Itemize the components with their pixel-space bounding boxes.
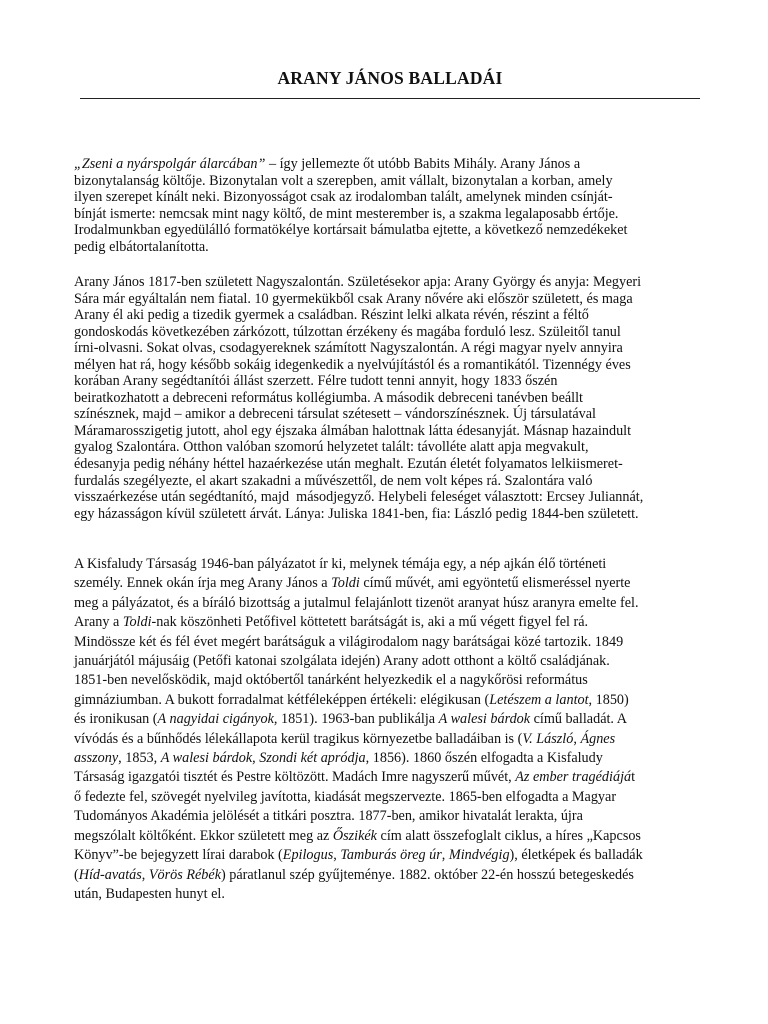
- text-run: ,: [441, 847, 449, 864]
- text-run: ,: [333, 847, 341, 864]
- italic-text-run: Mindvégig: [448, 847, 510, 864]
- text-run: Arany János 1817-ben született Nagyszalontán. Születésekor apja: Arany György és anyja: Megyeri: [74, 274, 642, 290]
- title-rule: [80, 98, 700, 99]
- text-run: bizonytalanság költője. Bizonytalan volt a szerepben, amit vállalt, bizonytalan a korban, amely: [74, 172, 613, 189]
- text-run: – így jellemezte őt utóbb Babits Mihály. Arany János a: [265, 156, 581, 172]
- italic-text-run: V. László: [522, 730, 574, 747]
- text-line: [74, 173, 702, 190]
- text-run: (: [74, 866, 79, 883]
- text-line: [74, 307, 702, 324]
- text-line: [74, 749, 702, 768]
- text-run: visszaérkezése után segédtanító, majd másodjegyző. Helybeli feleséget választott: Ercsey Juliannát,: [74, 489, 644, 506]
- text-line: [74, 768, 702, 787]
- text-run: ,: [252, 750, 260, 767]
- text-line: [74, 439, 702, 456]
- text-run: Társaság igazgatói tisztét és Pestre költözött. Madách Imre nagyszerű művét,: [74, 769, 516, 786]
- italic-text-run: asszony: [74, 750, 119, 767]
- paragraph-career: [74, 555, 702, 904]
- italic-text-run: Szondi két apródja: [259, 750, 366, 767]
- text-run: 1851-ben nevelősködik, majd októbertől tanárként helyezkedik el a nagykőrösi református: [74, 672, 588, 689]
- italic-text-run: Az ember tragédiájá: [515, 769, 632, 786]
- text-line: [74, 390, 702, 407]
- text-line: [74, 291, 702, 308]
- italic-text-run: Ágnes: [580, 730, 616, 747]
- text-run: beiratkozhatott a debreceni református kollégiumba. A második debreceni tanévben beállt: [74, 389, 583, 406]
- text-run: megszólalt költőként. Ekkor született meg az: [74, 827, 333, 844]
- text-line: [74, 730, 702, 749]
- text-line: [74, 827, 702, 846]
- text-run: , 1853,: [118, 750, 161, 767]
- text-line: [74, 555, 702, 574]
- text-run: januárjától májusáig (Petőfi katonai szolgálata idején) Arany adott otthont a költő családjának.: [74, 653, 610, 670]
- text-run: Máramarosszigetig jutott, ahol egy éjszaka álmában halottnak látta édesanyját. Másnap hazaindult: [74, 422, 632, 439]
- text-run: gimnáziumban. A bukott forradalmat kétféleképpen értékeli: elégikusan (: [74, 691, 490, 708]
- text-line: [74, 691, 702, 710]
- text-line: [74, 489, 702, 506]
- text-line: [74, 885, 702, 904]
- text-run: Irodalmunkban egyedülálló formatökélye kortársait bámulatba ejtette, a következő nemzedékeket: [74, 222, 628, 239]
- text-run: írni-olvasni. Sokat olvas, csodagyereknek számított Nagyszalontán. A régi magyar nyelv annyira: [74, 340, 623, 357]
- text-line: [74, 156, 702, 173]
- text-run: ilyen szerepet kínált neki. Bizonyosságot csak az irodalomban talált, amelynek minden csínját-: [74, 189, 613, 206]
- text-run: -nak köszönheti Petőfivel köttetett barátságát is, aki a mű végett figyel fel rá.: [151, 614, 589, 631]
- text-run: meg a pályázatot, és a bíráló bizottság a jutalmul felajánlott tizenöt aranyat húsz aranyra emelte fel.: [74, 594, 639, 611]
- text-run: A Kisfaludy Társaság 1946-ban pályázatot ír ki, melynek témája egy, a nép ajkán élő történeti: [74, 556, 607, 572]
- text-line: [74, 340, 702, 357]
- text-run: t: [631, 769, 636, 786]
- text-line: [74, 324, 702, 341]
- text-line: [74, 473, 702, 490]
- text-line: [74, 866, 702, 885]
- text-run: furdalás szegélyezte, el akart szakadni a művészettől, de nem volt képes rá. Szalontára való: [74, 472, 593, 489]
- text-line: [74, 807, 702, 826]
- text-run: vívódás és a bűnhődés lélekállapota kerül tragikus környezetbe balladáiban is (: [74, 730, 523, 747]
- text-run: Mindössze két és fél évet megért barátságuk a világirodalom nagy barátságai közé tartozik. 1849: [74, 633, 624, 650]
- text-line: [74, 456, 702, 473]
- italic-text-run: A nagyidai cigányok: [157, 711, 274, 728]
- italic-text-run: Őszikék: [332, 827, 377, 844]
- text-run: című balladát. A: [530, 711, 627, 728]
- text-run: gondoskodás következében zárkózott, túlzottan érzékeny és magába forduló lesz. Szüleitől tanul: [74, 323, 621, 340]
- text-line: [74, 506, 702, 523]
- text-run: Tudományos Akadémia jelölését a titkári posztra. 1877-ben, amikor hivatalát lerakta, újra: [74, 808, 583, 825]
- text-line: [74, 594, 702, 613]
- text-run: , 1850): [588, 691, 629, 708]
- text-run: , 1851). 1963-ban publikálja: [273, 711, 439, 728]
- italic-text-run: „Zseni a nyárspolgár álarcában”: [74, 156, 266, 172]
- text-run: mélyen hat rá, hogy később sokáig idegenkedik a nyelvújítástól és a romantikától. Tizennégy éves: [74, 356, 631, 373]
- text-run: gyalog Szalontára. Otthon valóban szomorú helyzetet talált: távolléte alatt apja megvakult,: [74, 439, 589, 456]
- text-run: cím alatt összefoglalt ciklus, a híres „Kapcsos: [376, 827, 641, 844]
- text-line: [74, 613, 702, 632]
- text-line: [74, 274, 702, 291]
- text-run: Sára már egyáltalán nem fiatal. 10 gyermekükből csak Arany nővére aki először született, és maga: [74, 290, 633, 307]
- text-line: [74, 222, 702, 239]
- text-line: [74, 633, 702, 652]
- italic-text-run: Tamburás öreg úr: [340, 847, 442, 864]
- italic-text-run: A walesi bárdok: [160, 750, 253, 767]
- document-title: ARANY JÁNOS BALLADÁI: [277, 68, 503, 88]
- text-run: után, Budapesten hunyt el.: [74, 885, 225, 902]
- italic-text-run: A walesi bárdok: [438, 711, 531, 728]
- text-run: , 1856). 1860 őszén elfogadta a Kisfaludy: [365, 750, 603, 767]
- text-run: egy házasságon kívül született árvát. Lánya: Juliska 1841-ben, fia: László pedig 1844-ben született.: [74, 505, 639, 522]
- text-run: édesanyja pedig néhány héttel hazaérkezése után meghalt. Ezután életét folyamatos lelkiismeret-: [74, 456, 623, 473]
- italic-text-run: Letészem a lantot: [489, 691, 589, 708]
- text-line: [74, 406, 702, 423]
- text-run: bínját ismerte: nemcsak mint nagy költő, de mint mesterember is, a szakma legalaposabb értője.: [74, 205, 619, 222]
- text-run: ) páratlanul szép gyűjteménye. 1882. október 22-én hosszú betegeskedés: [221, 866, 634, 883]
- text-line: [74, 239, 702, 256]
- text-line: [74, 846, 702, 865]
- text-line: [74, 189, 702, 206]
- text-run: korában Arany segédtanítói állást szerzett. Félre tudott tenni annyit, hogy 1833 őszén: [74, 373, 558, 390]
- italic-text-run: Toldi: [331, 575, 360, 592]
- text-line: [74, 671, 702, 690]
- italic-text-run: Toldi: [122, 614, 152, 631]
- text-run: pedig elbátortalanította.: [74, 238, 209, 255]
- text-run: ,: [141, 866, 149, 883]
- text-run: és ironikusan (: [74, 711, 158, 728]
- text-run: ,: [573, 730, 581, 747]
- text-run: ), életképek és balladák: [509, 847, 643, 864]
- text-run: Arany él aki pedig a tizedik gyermek a családban. Részint lelki alkata révén, részint a féltő: [74, 307, 589, 324]
- italic-text-run: Vörös Rébék: [148, 866, 221, 883]
- text-line: [74, 710, 702, 729]
- text-run: Arany a: [74, 614, 123, 631]
- paragraph-intro: [74, 156, 702, 256]
- text-line: [74, 357, 702, 374]
- text-line: [74, 574, 702, 593]
- text-run: személy. Ennek okán írja meg Arany János a: [74, 575, 332, 592]
- italic-text-run: Híd-avatás: [78, 866, 142, 883]
- text-line: [74, 788, 702, 807]
- text-line: [74, 652, 702, 671]
- text-run: ő fedezte fel, szövegét nyelvileg javította, kiadását megszervezte. 1865-ben elfogadta a Magyar: [74, 788, 617, 805]
- text-run: színésznek, majd – amikor a debreceni társulat szétesett – vándorszínésznek. Új társulatával: [74, 406, 596, 423]
- text-line: [74, 423, 702, 440]
- text-line: [74, 373, 702, 390]
- text-run: Könyv”-be bejegyzett lírai darabok (: [74, 847, 283, 864]
- italic-text-run: Epilogus: [282, 847, 334, 864]
- paragraph-biography: [74, 274, 702, 522]
- text-line: [74, 206, 702, 223]
- text-run: című művét, ami egyöntetű elismeréssel nyerte: [359, 575, 631, 592]
